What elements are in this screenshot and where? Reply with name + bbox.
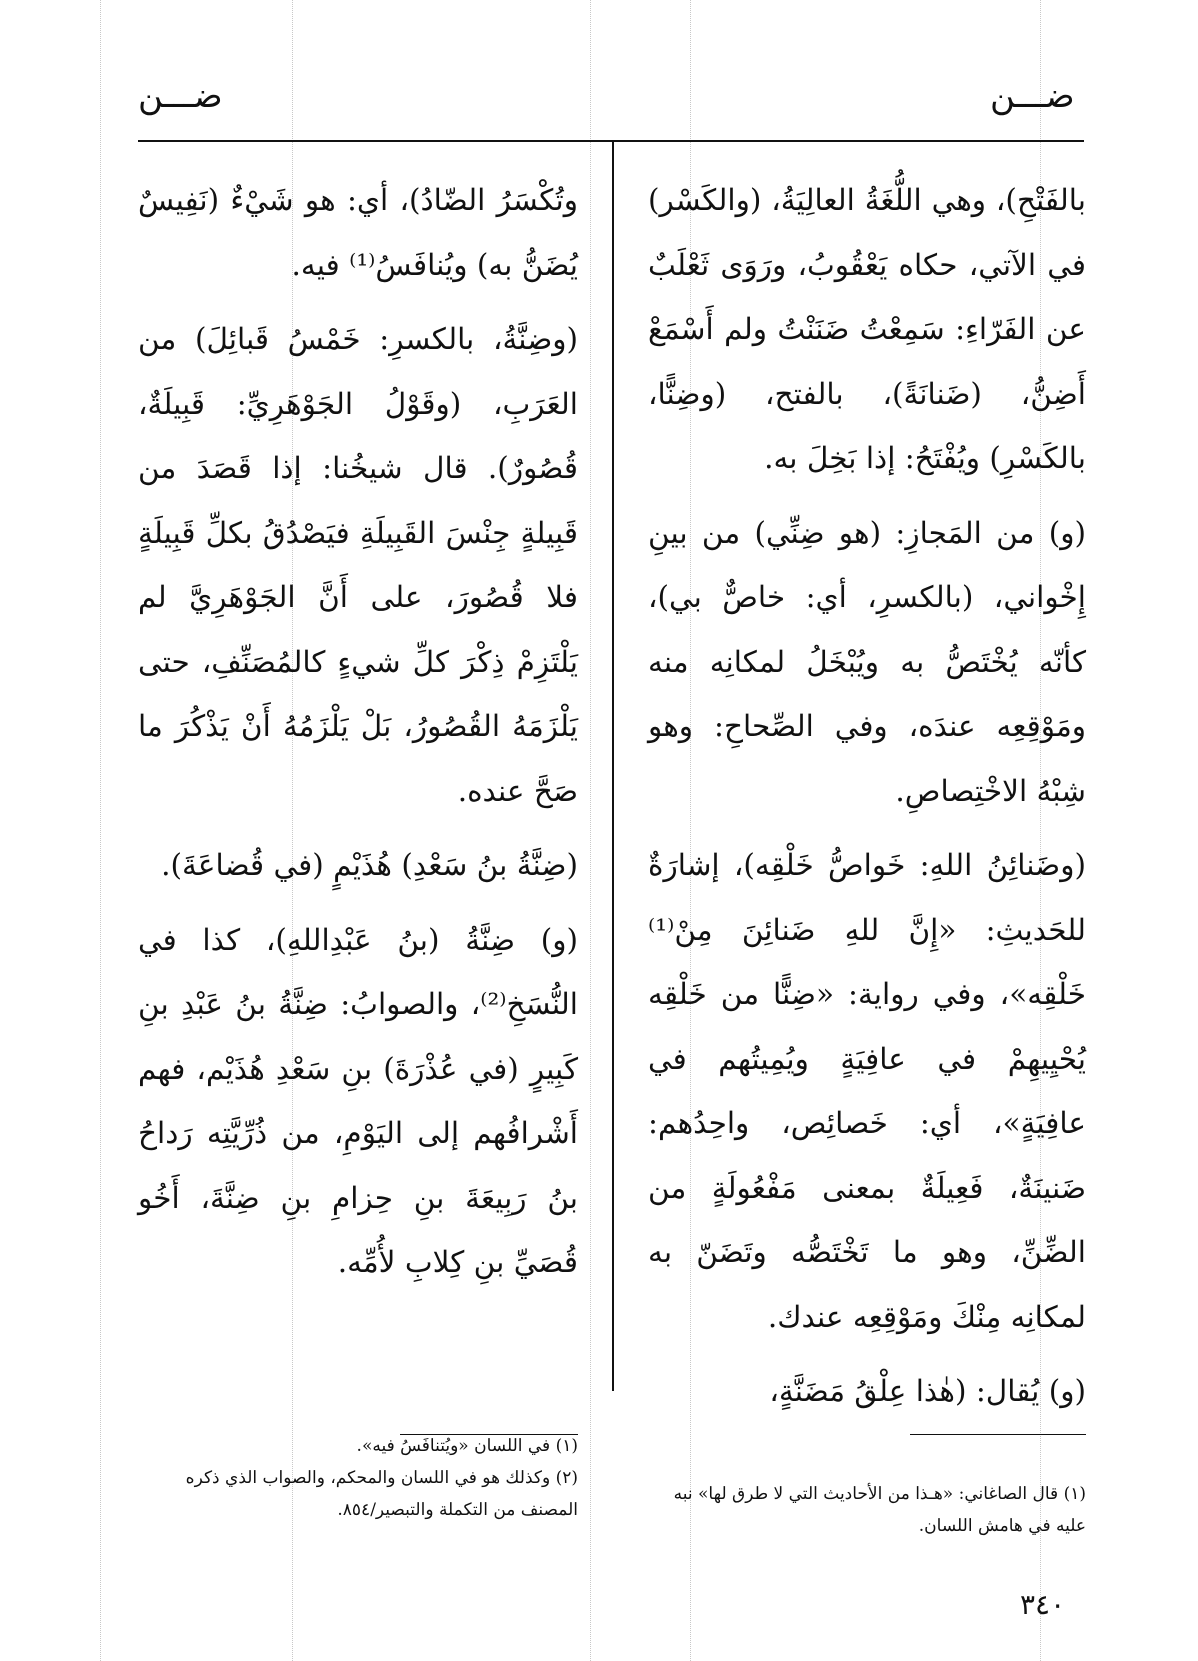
footnotes-right bbox=[648, 1478, 1086, 1542]
paragraph: وتُكْسَرُ الضّادُ)، أي: هو شَيْءٌ (نَفِيسٌ يُضَنُّ به) ويُنافَسُ⁽¹⁾ فيه. bbox=[138, 183, 578, 282]
left-column bbox=[138, 168, 578, 1295]
scan-guide-line bbox=[100, 0, 101, 1661]
header-rule bbox=[138, 140, 1084, 142]
footnotes-left bbox=[138, 1430, 578, 1526]
footnote: (٢) وكذلك هو في اللسان والمحكم، والصواب الذي ذكره المصنف من التكملة والتبصير/٨٥٤. bbox=[185, 1468, 578, 1520]
scan-guide-line bbox=[590, 0, 591, 1661]
paragraph: (و) ضِنَّةُ (بنُ عَبْدِاللهِ)، كذا في النُّسَخِ⁽²⁾، والصوابُ: ضِنَّةُ بنُ عَبْدِ بنِ كَبِيرٍ (في عُذْرَةَ) بنِ سَعْدِ هُذَيْم، فهم أَشْرافُهم إلى اليَوْمِ، من ذُرِّيَّتِه رَداحُ بنُ رَبِيعَةَ بنِ حِزامِ بنِ ضِنَّةَ، أَخُو قُصَيِّ بنِ كِلابِ لأُمِّه. bbox=[138, 922, 578, 1279]
running-header-right: ضـــن bbox=[990, 76, 1075, 116]
paragraph: بالفَتْحِ)، وهي اللُّغَةُ العالِيَةُ، (والكَسْر) في الآتي، حكاه يَعْقُوبُ، ورَوَى ثَعْلَبٌ عن الفَرّاءِ: سَمِعْتُ ضَنَنْتُ ولم أَسْمَعْ أَضِنُّ، (ضَنانَةً)، بالفتح، (وضِنًّا، بالكَسْرِ) ويُفْتَحُ: إذا بَخِلَ به. bbox=[648, 183, 1086, 475]
running-header-left: ضـــن bbox=[138, 76, 223, 116]
paragraph: (و) من المَجازِ: (هو ضِنِّي) من بينِ إِخْواني، (بالكسرِ، أي: خاصٌّ بي)، كأنّه يُخْتَصُّ به ويُبْخَلُ لمكانِه منه ومَوْقِعِه عندَه، وفي الصِّحاحِ: وهو شِبْهُ الاخْتِصاصِ. bbox=[648, 515, 1086, 808]
column-divider bbox=[612, 141, 614, 1391]
paragraph: (وضَنائِنُ اللهِ: خَواصُّ خَلْقِه)، إشارَةٌ للحَديثِ: «إِنَّ للهِ ضَنائِنَ مِنْ⁽¹⁾ خَلْقِه»، وفي رواية: «ضِنًّا من خَلْقِه يُحْيِيهِمْ في عافِيَةٍ ويُمِيتُهم في عافِيَةٍ»، أي: خَصائِص، واحِدُهم: ضَنينَةٌ، فَعِيلَةٌ بمعنى مَفْعُولَةٍ من الضِّنِّ، وهو ما تَخْتَصُّه وتَضَنّ به لمكانِه مِنْكَ ومَوْقِعِه عندك. bbox=[648, 848, 1086, 1334]
footnote: (١) قال الصاغاني: «هـذا من الأحاديث التي لا طرق لها» نبه عليه في هامش اللسان. bbox=[673, 1484, 1086, 1536]
footnote: (١) في اللسان «ويُتنافَسُ فيه». bbox=[356, 1436, 578, 1456]
page-number: ٣٤٠ bbox=[1020, 1588, 1066, 1621]
paragraph: (و) يُقال: (هٰذا عِلْقُ مَضَنَّةٍ، bbox=[769, 1374, 1086, 1408]
footnote-rule-right bbox=[910, 1434, 1086, 1435]
right-column bbox=[648, 168, 1086, 1424]
paragraph: (ضِنَّةُ بنُ سَعْدِ) هُذَيْمٍ (في قُضاعَةَ). bbox=[161, 848, 578, 882]
paragraph: (وضِنَّةُ، بالكسرِ: خَمْسُ قَبائِلَ) من العَرَبِ، (وقَوْلُ الجَوْهَرِيِّ: قَبِيلَةٌ، قُصُورٌ). قال شيخُنا: إذا قَصَدَ من قَبِيلةٍ جِنْسَ القَبِيلَةِ فيَصْدُقُ بكلِّ قَبِيلَةٍ فلا قُصُورَ، على أَنَّ الجَوْهَرِيَّ لم يَلْتَزِمْ ذِكْرَ كلِّ شيءٍ كالمُصَنِّفِ، حتى يَلْزَمَهُ القُصُورُ، بَلْ يَلْزَمُهُ أَنْ يَذْكُرَ ما صَحَّ عنده. bbox=[138, 322, 578, 808]
